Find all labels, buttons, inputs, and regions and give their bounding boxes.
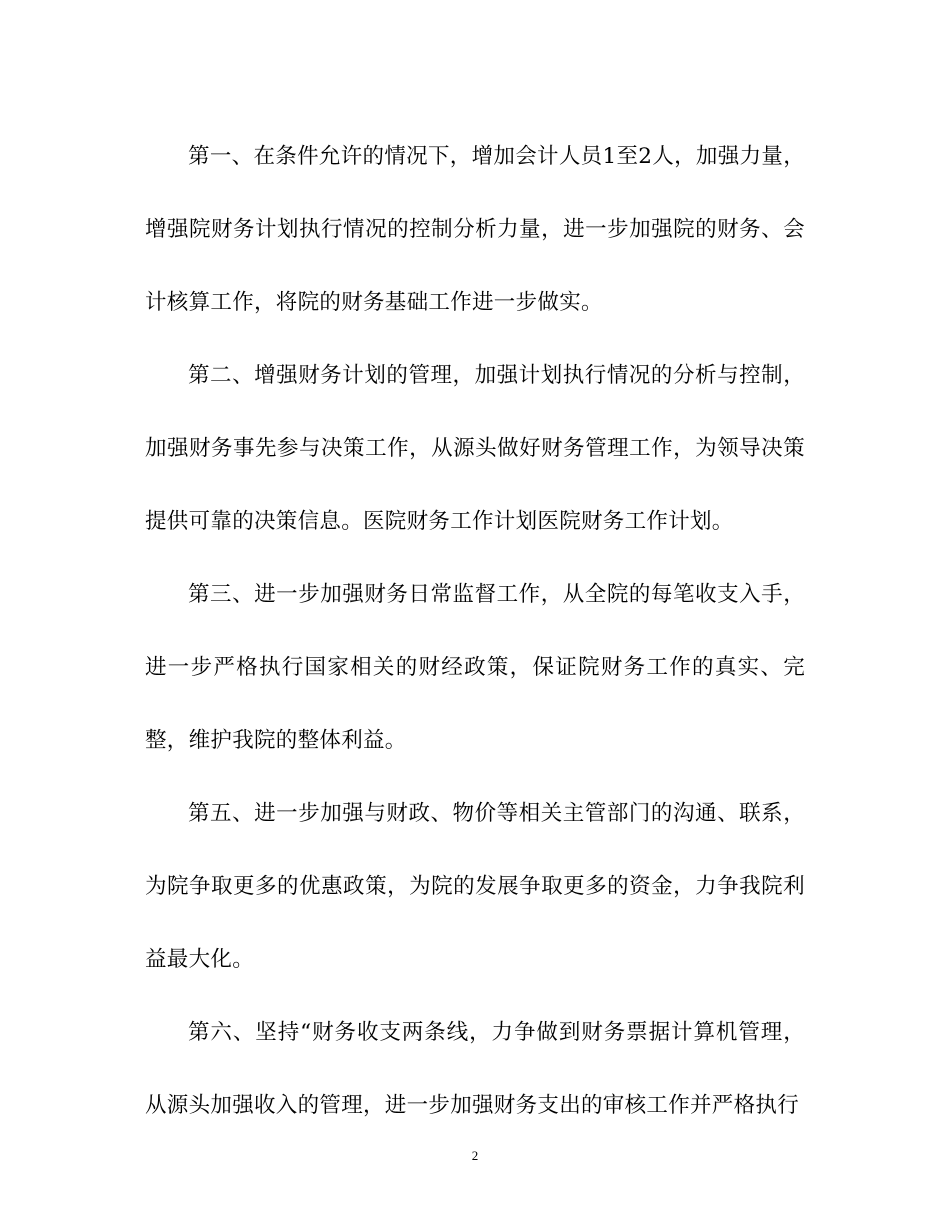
paragraph-5: 第六、坚持“财务收支两条线，力争做到财务票据计算机管理，从源头加强收入的管理，进一步加强财务支出的审核工作并严格执行 (145, 1020, 805, 1118)
paragraph-3: 第三、进一步加强财务日常监督工作，从全院的每笔收支入手，进一步严格执行国家相关的财经政策，保证院财务工作的真实、完整，维护我院的整体利益。 (145, 582, 805, 753)
paragraph-1: 第一、在条件允许的情况下，增加会计人员1至2人，加强力量，增强院财务计划执行情况的控制分析力量，进一步加强院的财务、会计核算工作，将院的财务基础工作进一步做实。 (145, 144, 805, 315)
paragraph-2: 第二、增强财务计划的管理，加强计划执行情况的分析与控制，加强财务事先参与决策工作，从源头做好财务管理工作，为领导决策提供可靠的决策信息。医院财务工作计划医院财务工作计划。 (145, 363, 805, 534)
body-text (145, 120, 805, 1142)
paragraph-4: 第五、进一步加强与财政、物价等相关主管部门的沟通、联系，为院争取更多的优惠政策，为院的发展争取更多的资金，力争我院利益最大化。 (145, 801, 805, 972)
page-number: 2 (471, 1148, 479, 1163)
